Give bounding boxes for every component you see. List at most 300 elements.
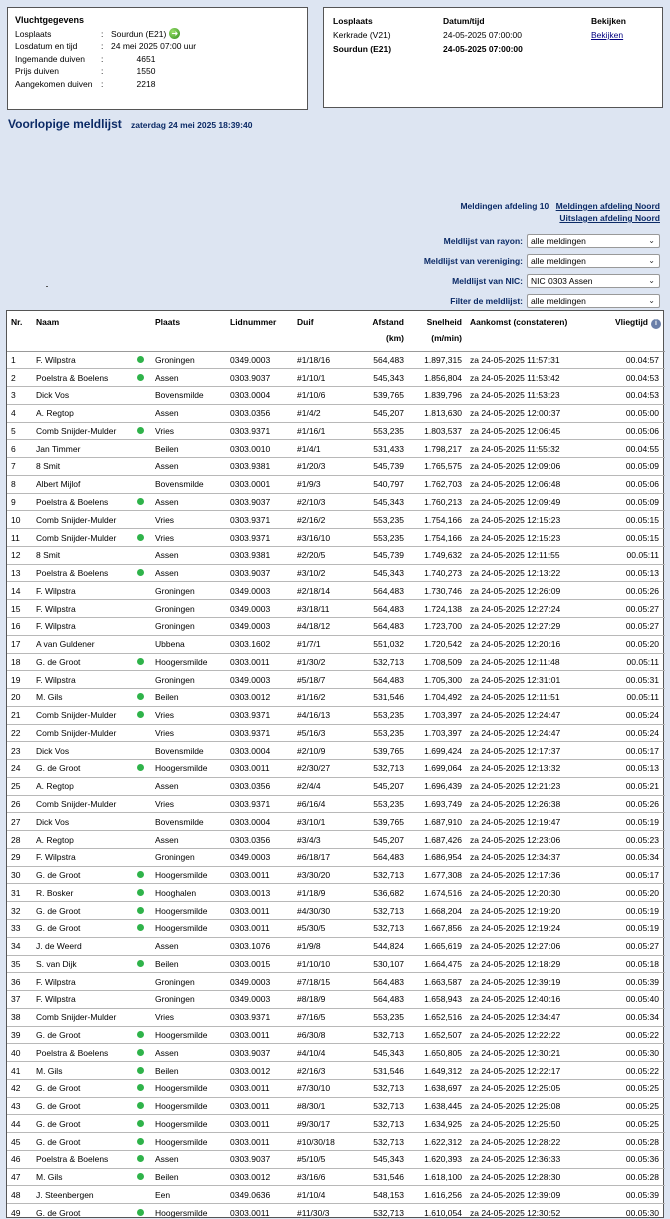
cell-afstand: 539,765 — [352, 813, 404, 831]
cell-naam: F. Wilpstra — [36, 351, 137, 369]
cell-lidnummer: 0349.0003 — [230, 582, 297, 600]
cell-naam: F. Wilpstra — [36, 582, 137, 600]
cell-naam: G. de Groot — [36, 1097, 137, 1115]
cell-naam: Comb Snijder-Mulder — [36, 795, 137, 813]
table-row[interactable] — [7, 546, 665, 564]
cell-snelheid: 1.652,507 — [404, 1026, 462, 1044]
table-row[interactable] — [7, 955, 665, 973]
table-row[interactable] — [7, 1150, 665, 1168]
cell-status — [137, 902, 155, 920]
cell-lidnummer: 0303.0011 — [230, 653, 297, 671]
cell-vliegtijd: 00.05:17 — [597, 742, 665, 760]
cell-nr: 39 — [7, 1026, 36, 1044]
cell-vliegtijd: 00.05:39 — [597, 1186, 665, 1204]
table-row[interactable] — [7, 742, 665, 760]
cell-lidnummer: 0303.0012 — [230, 689, 297, 707]
filter-nic-select[interactable] — [527, 274, 660, 288]
cell-nr: 42 — [7, 1079, 36, 1097]
cell-nr: 43 — [7, 1097, 36, 1115]
cell-vliegtijd: 00.05:31 — [597, 671, 665, 689]
cell-lidnummer: 0303.9371 — [230, 724, 297, 742]
table-row[interactable] — [7, 493, 665, 511]
cell-duif: #2/18/14 — [297, 582, 352, 600]
table-row[interactable] — [7, 582, 665, 600]
cell-nr: 13 — [7, 564, 36, 582]
cell-nr: 31 — [7, 884, 36, 902]
cell-lidnummer: 0303.0011 — [230, 1204, 297, 1219]
table-row[interactable] — [7, 653, 665, 671]
cell-afstand: 564,483 — [352, 582, 404, 600]
cell-status — [137, 795, 155, 813]
status-dot-icon — [137, 534, 144, 541]
table-row[interactable] — [7, 902, 665, 920]
cell-naam: G. de Groot — [36, 866, 137, 884]
filter-meldlijst-value: alle meldingen — [531, 296, 586, 306]
cell-snelheid: 1.638,697 — [404, 1079, 462, 1097]
cell-nr: 7 — [7, 458, 36, 476]
cell-status — [137, 440, 155, 458]
cell-status — [137, 1044, 155, 1062]
cell-plaats: Vries — [155, 422, 230, 440]
status-dot-icon — [137, 889, 144, 896]
cell-duif: #2/20/5 — [297, 546, 352, 564]
status-dot-icon — [137, 356, 144, 363]
cell-plaats: Ubbena — [155, 635, 230, 653]
cell-vliegtijd: 00.05:06 — [597, 422, 665, 440]
cell-plaats: Assen — [155, 369, 230, 387]
cell-duif: #7/18/15 — [297, 973, 352, 991]
col-plaats: Plaats — [155, 311, 230, 351]
release-locations-table — [333, 16, 653, 58]
cell-aankomst: za 24-05-2025 12:11:48 — [462, 653, 597, 671]
cell-naam: F. Wilpstra — [36, 600, 137, 618]
cell-snelheid: 1.765,575 — [404, 458, 462, 476]
cell-plaats: Groningen — [155, 973, 230, 991]
cell-afstand: 532,713 — [352, 1079, 404, 1097]
cell-plaats: Beilen — [155, 440, 230, 458]
table-row[interactable] — [7, 1204, 665, 1219]
cell-snelheid: 1.813,630 — [404, 404, 462, 422]
cell-status — [137, 1062, 155, 1080]
status-dot-icon — [137, 374, 144, 381]
info-icon[interactable]: i — [651, 319, 661, 329]
filter-nic — [452, 274, 660, 288]
cell-duif: #1/16/2 — [297, 689, 352, 707]
location-datetime: 24-05-2025 07:00:00 — [443, 44, 523, 54]
cell-lidnummer: 0303.0356 — [230, 831, 297, 849]
table-row[interactable] — [7, 848, 665, 866]
filter-rayon-select[interactable] — [527, 234, 660, 248]
cell-vliegtijd: 00.05:15 — [597, 511, 665, 529]
cell-snelheid: 1.724,138 — [404, 600, 462, 618]
cell-duif: #3/16/6 — [297, 1168, 352, 1186]
table-row[interactable] — [7, 600, 665, 618]
col-snelheid — [404, 311, 462, 351]
cell-naam: F. Wilpstra — [36, 671, 137, 689]
cell-lidnummer: 0303.0004 — [230, 387, 297, 405]
cell-afstand: 540,797 — [352, 475, 404, 493]
cell-afstand: 536,682 — [352, 884, 404, 902]
table-row[interactable] — [7, 529, 665, 547]
cell-duif: #6/18/17 — [297, 848, 352, 866]
flight-field-sep: : — [101, 41, 104, 52]
table-row[interactable] — [7, 475, 665, 493]
cell-status — [137, 617, 155, 635]
flight-field-label: Aangekomen duiven — [15, 78, 93, 89]
cell-vliegtijd: 00.05:11 — [597, 653, 665, 671]
cell-plaats: Vries — [155, 724, 230, 742]
cell-afstand: 545,207 — [352, 404, 404, 422]
cell-duif: #5/30/5 — [297, 920, 352, 938]
table-row[interactable] — [7, 564, 665, 582]
location-row-current — [333, 44, 653, 58]
table-row[interactable] — [7, 1186, 665, 1204]
cell-aankomst: za 24-05-2025 12:21:23 — [462, 777, 597, 795]
cell-status — [137, 387, 155, 405]
uitslagen-noord-link[interactable]: Uitslagen afdeling Noord — [559, 213, 660, 223]
cell-vliegtijd: 00.05:23 — [597, 831, 665, 849]
cell-status — [137, 493, 155, 511]
cell-aankomst: za 24-05-2025 12:26:38 — [462, 795, 597, 813]
table-row[interactable] — [7, 440, 665, 458]
cell-plaats: Een — [155, 1186, 230, 1204]
cell-naam: Jan Timmer — [36, 440, 137, 458]
afdeling-noord-link[interactable]: Meldingen afdeling Noord — [555, 201, 660, 211]
cell-vliegtijd: 00.05:18 — [597, 955, 665, 973]
cell-duif: #8/30/1 — [297, 1097, 352, 1115]
cell-plaats: Assen — [155, 546, 230, 564]
col-lidnummer: Lidnummer — [230, 311, 297, 351]
cell-status — [137, 920, 155, 938]
cell-vliegtijd: 00.05:25 — [597, 1097, 665, 1115]
cell-afstand: 545,343 — [352, 493, 404, 511]
cell-snelheid: 1.762,703 — [404, 475, 462, 493]
cell-snelheid: 1.754,166 — [404, 529, 462, 547]
cell-snelheid: 1.897,315 — [404, 351, 462, 369]
cell-aankomst: za 24-05-2025 12:13:32 — [462, 760, 597, 778]
cell-aankomst: za 24-05-2025 12:19:47 — [462, 813, 597, 831]
cell-naam: Comb Snijder-Mulder — [36, 422, 137, 440]
cell-nr: 16 — [7, 617, 36, 635]
cell-snelheid: 1.798,217 — [404, 440, 462, 458]
cell-nr: 20 — [7, 689, 36, 707]
table-row[interactable] — [7, 1008, 665, 1026]
cell-nr: 25 — [7, 777, 36, 795]
table-row[interactable] — [7, 1044, 665, 1062]
table-row[interactable] — [7, 795, 665, 813]
view-link[interactable]: Bekijken — [591, 30, 624, 40]
cell-lidnummer: 0303.0012 — [230, 1062, 297, 1080]
filter-meldlijst-select[interactable] — [527, 294, 660, 308]
cell-lidnummer: 0303.9371 — [230, 422, 297, 440]
status-dot-icon — [137, 427, 144, 434]
table-row[interactable] — [7, 706, 665, 724]
cell-aankomst: za 24-05-2025 12:18:29 — [462, 955, 597, 973]
cell-naam: R. Bosker — [36, 884, 137, 902]
cell-plaats: Bovensmilde — [155, 813, 230, 831]
cell-aankomst: za 24-05-2025 12:22:17 — [462, 1062, 597, 1080]
status-dot-icon — [137, 1173, 144, 1180]
status-dot-icon — [137, 924, 144, 931]
cell-plaats: Assen — [155, 564, 230, 582]
cell-snelheid: 1.658,943 — [404, 991, 462, 1009]
cell-duif: #2/16/3 — [297, 1062, 352, 1080]
cell-snelheid: 1.703,397 — [404, 706, 462, 724]
col-datetime: Datum/tijd — [443, 16, 485, 26]
cell-vliegtijd: 00.05:19 — [597, 813, 665, 831]
cell-afstand: 532,713 — [352, 1115, 404, 1133]
table-row[interactable] — [7, 404, 665, 422]
cell-snelheid: 1.620,393 — [404, 1150, 462, 1168]
table-row[interactable] — [7, 760, 665, 778]
cell-plaats: Hoogersmilde — [155, 1115, 230, 1133]
cell-aankomst: za 24-05-2025 12:30:21 — [462, 1044, 597, 1062]
cell-naam: Dick Vos — [36, 742, 137, 760]
cell-naam: G. de Groot — [36, 1026, 137, 1044]
table-row[interactable] — [7, 991, 665, 1009]
col-afstand — [352, 311, 404, 351]
cell-duif: #11/30/3 — [297, 1204, 352, 1219]
cell-naam: A van Guldener — [36, 635, 137, 653]
cell-plaats: Hoogersmilde — [155, 1026, 230, 1044]
flight-info-panel — [7, 7, 308, 110]
cell-lidnummer: 0303.0015 — [230, 955, 297, 973]
cell-naam: G. de Groot — [36, 1133, 137, 1151]
cell-duif: #1/30/2 — [297, 653, 352, 671]
table-row[interactable] — [7, 1133, 665, 1151]
cell-status — [137, 724, 155, 742]
cell-afstand: 531,546 — [352, 689, 404, 707]
cell-snelheid: 1.699,064 — [404, 760, 462, 778]
cell-naam: Poelstra & Boelens — [36, 369, 137, 387]
flight-field-value: Sourdun (E21) — [111, 29, 167, 39]
cell-naam: S. van Dijk — [36, 955, 137, 973]
cell-lidnummer: 0303.9371 — [230, 511, 297, 529]
cell-naam: G. de Groot — [36, 1204, 137, 1219]
cell-afstand: 531,546 — [352, 1168, 404, 1186]
cell-afstand: 531,433 — [352, 440, 404, 458]
cell-naam: Albert Mijlof — [36, 475, 137, 493]
cell-aankomst: za 24-05-2025 12:09:49 — [462, 493, 597, 511]
filter-vereniging-label: Meldlijst van vereniging: — [423, 256, 523, 266]
table-row[interactable] — [7, 1062, 665, 1080]
table-row[interactable] — [7, 617, 665, 635]
go-arrow-icon[interactable]: ➜ — [169, 28, 180, 39]
cell-afstand: 532,713 — [352, 1097, 404, 1115]
cell-afstand: 545,343 — [352, 1150, 404, 1168]
cell-nr: 33 — [7, 920, 36, 938]
table-row[interactable] — [7, 387, 665, 405]
table-row[interactable] — [7, 422, 665, 440]
cell-naam: Dick Vos — [36, 387, 137, 405]
cell-aankomst: za 24-05-2025 12:13:22 — [462, 564, 597, 582]
cell-status — [137, 1008, 155, 1026]
cell-lidnummer: 0303.9371 — [230, 706, 297, 724]
cell-plaats: Assen — [155, 1150, 230, 1168]
cell-aankomst: za 24-05-2025 12:06:45 — [462, 422, 597, 440]
cell-afstand: 553,235 — [352, 724, 404, 742]
cell-snelheid: 1.704,492 — [404, 689, 462, 707]
table-row[interactable] — [7, 635, 665, 653]
cell-nr: 38 — [7, 1008, 36, 1026]
cell-vliegtijd: 00.05:34 — [597, 1008, 665, 1026]
cell-vliegtijd: 00.05:19 — [597, 902, 665, 920]
status-dot-icon — [137, 569, 144, 576]
cell-naam: G. de Groot — [36, 653, 137, 671]
cell-afstand: 551,032 — [352, 635, 404, 653]
table-row[interactable] — [7, 777, 665, 795]
cell-duif: #4/30/30 — [297, 902, 352, 920]
cell-status — [137, 866, 155, 884]
cell-duif: #2/16/2 — [297, 511, 352, 529]
cell-lidnummer: 0303.9037 — [230, 564, 297, 582]
cell-afstand: 564,483 — [352, 671, 404, 689]
cell-naam: F. Wilpstra — [36, 973, 137, 991]
table-row[interactable] — [7, 884, 665, 902]
table-row[interactable] — [7, 1079, 665, 1097]
cell-vliegtijd: 00.05:17 — [597, 866, 665, 884]
cell-afstand: 545,739 — [352, 546, 404, 564]
table-row[interactable] — [7, 689, 665, 707]
table-row[interactable] — [7, 1097, 665, 1115]
cell-duif: #1/9/3 — [297, 475, 352, 493]
cell-snelheid: 1.610,054 — [404, 1204, 462, 1219]
cell-status — [137, 706, 155, 724]
flight-field-value: 1550 — [136, 66, 156, 77]
col-duif: Duif — [297, 311, 352, 351]
cell-naam: J. Steenbergen — [36, 1186, 137, 1204]
cell-plaats: Beilen — [155, 955, 230, 973]
table-row[interactable] — [7, 937, 665, 955]
cell-duif: #4/18/12 — [297, 617, 352, 635]
table-row[interactable] — [7, 866, 665, 884]
cell-naam: Poelstra & Boelens — [36, 564, 137, 582]
cell-aankomst: za 24-05-2025 12:17:37 — [462, 742, 597, 760]
table-row[interactable] — [7, 973, 665, 991]
cell-lidnummer: 0303.0004 — [230, 813, 297, 831]
cell-aankomst: za 24-05-2025 12:36:33 — [462, 1150, 597, 1168]
cell-lidnummer: 0349.0003 — [230, 991, 297, 1009]
cell-status — [137, 564, 155, 582]
cell-vliegtijd: 00.05:11 — [597, 689, 665, 707]
cell-status — [137, 1026, 155, 1044]
cell-naam: Poelstra & Boelens — [36, 1044, 137, 1062]
filter-vereniging-select[interactable] — [527, 254, 660, 268]
cell-aankomst: za 24-05-2025 12:39:19 — [462, 973, 597, 991]
cell-afstand: 564,483 — [352, 848, 404, 866]
table-row[interactable] — [7, 920, 665, 938]
cell-duif: #6/16/4 — [297, 795, 352, 813]
cell-status — [137, 973, 155, 991]
cell-naam: Poelstra & Boelens — [36, 493, 137, 511]
table-row[interactable] — [7, 1115, 665, 1133]
cell-nr: 4 — [7, 404, 36, 422]
status-dot-icon — [137, 693, 144, 700]
table-row[interactable] — [7, 1168, 665, 1186]
cell-snelheid: 1.740,273 — [404, 564, 462, 582]
cell-plaats: Assen — [155, 458, 230, 476]
cell-lidnummer: 0303.1076 — [230, 937, 297, 955]
cell-plaats: Groningen — [155, 671, 230, 689]
cell-nr: 10 — [7, 511, 36, 529]
flight-field-sep: : — [101, 29, 104, 39]
cell-vliegtijd: 00.05:09 — [597, 493, 665, 511]
cell-afstand: 532,713 — [352, 653, 404, 671]
cell-lidnummer: 0303.0356 — [230, 404, 297, 422]
cell-lidnummer: 0303.1602 — [230, 635, 297, 653]
cell-snelheid: 1.839,796 — [404, 387, 462, 405]
cell-snelheid: 1.730,746 — [404, 582, 462, 600]
cell-afstand: 553,235 — [352, 706, 404, 724]
cell-afstand: 531,546 — [352, 1062, 404, 1080]
cell-duif: #3/16/10 — [297, 529, 352, 547]
status-dot-icon — [137, 960, 144, 967]
flight-field-sep: : — [101, 78, 104, 89]
cell-afstand: 545,343 — [352, 1044, 404, 1062]
cell-afstand: 532,713 — [352, 1204, 404, 1219]
cell-snelheid: 1.618,100 — [404, 1168, 462, 1186]
cell-status — [137, 635, 155, 653]
cell-lidnummer: 0349.0636 — [230, 1186, 297, 1204]
cell-status — [137, 511, 155, 529]
cell-nr: 45 — [7, 1133, 36, 1151]
cell-vliegtijd: 00.05:11 — [597, 546, 665, 564]
cell-plaats: Bovensmilde — [155, 387, 230, 405]
table-row[interactable] — [7, 1026, 665, 1044]
cell-lidnummer: 0303.9371 — [230, 529, 297, 547]
cell-afstand: 532,713 — [352, 760, 404, 778]
cell-vliegtijd: 00.05:26 — [597, 582, 665, 600]
table-row[interactable] — [7, 511, 665, 529]
table-row[interactable] — [7, 671, 665, 689]
flight-field-label: Losplaats — [15, 29, 52, 39]
cell-duif: #1/16/1 — [297, 422, 352, 440]
cell-plaats: Vries — [155, 511, 230, 529]
cell-snelheid: 1.703,397 — [404, 724, 462, 742]
cell-status — [137, 1097, 155, 1115]
cell-plaats: Hoogersmilde — [155, 760, 230, 778]
cell-duif: #3/10/2 — [297, 564, 352, 582]
table-row[interactable] — [7, 724, 665, 742]
cell-nr: 27 — [7, 813, 36, 831]
cell-aankomst: za 24-05-2025 12:15:23 — [462, 511, 597, 529]
cell-naam: A. Regtop — [36, 831, 137, 849]
cell-plaats: Hoogersmilde — [155, 1097, 230, 1115]
col-view: Bekijken — [591, 16, 626, 26]
cell-snelheid: 1.674,516 — [404, 884, 462, 902]
cell-nr: 14 — [7, 582, 36, 600]
cell-lidnummer: 0303.0011 — [230, 902, 297, 920]
cell-snelheid: 1.677,308 — [404, 866, 462, 884]
table-row[interactable] — [7, 458, 665, 476]
table-row[interactable] — [7, 369, 665, 387]
cell-duif: #5/10/5 — [297, 1150, 352, 1168]
cell-vliegtijd: 00.05:25 — [597, 1115, 665, 1133]
cell-duif: #3/10/1 — [297, 813, 352, 831]
cell-afstand: 532,713 — [352, 1133, 404, 1151]
cell-duif: #7/30/10 — [297, 1079, 352, 1097]
cell-duif: #8/18/9 — [297, 991, 352, 1009]
location-row — [333, 30, 653, 44]
table-row[interactable] — [7, 831, 665, 849]
cell-status — [137, 689, 155, 707]
cell-afstand: 564,483 — [352, 600, 404, 618]
cell-status — [137, 653, 155, 671]
filter-meldlijst — [450, 294, 660, 308]
table-row[interactable] — [7, 813, 665, 831]
table-row[interactable] — [7, 351, 665, 369]
cell-aankomst: za 24-05-2025 12:11:55 — [462, 546, 597, 564]
